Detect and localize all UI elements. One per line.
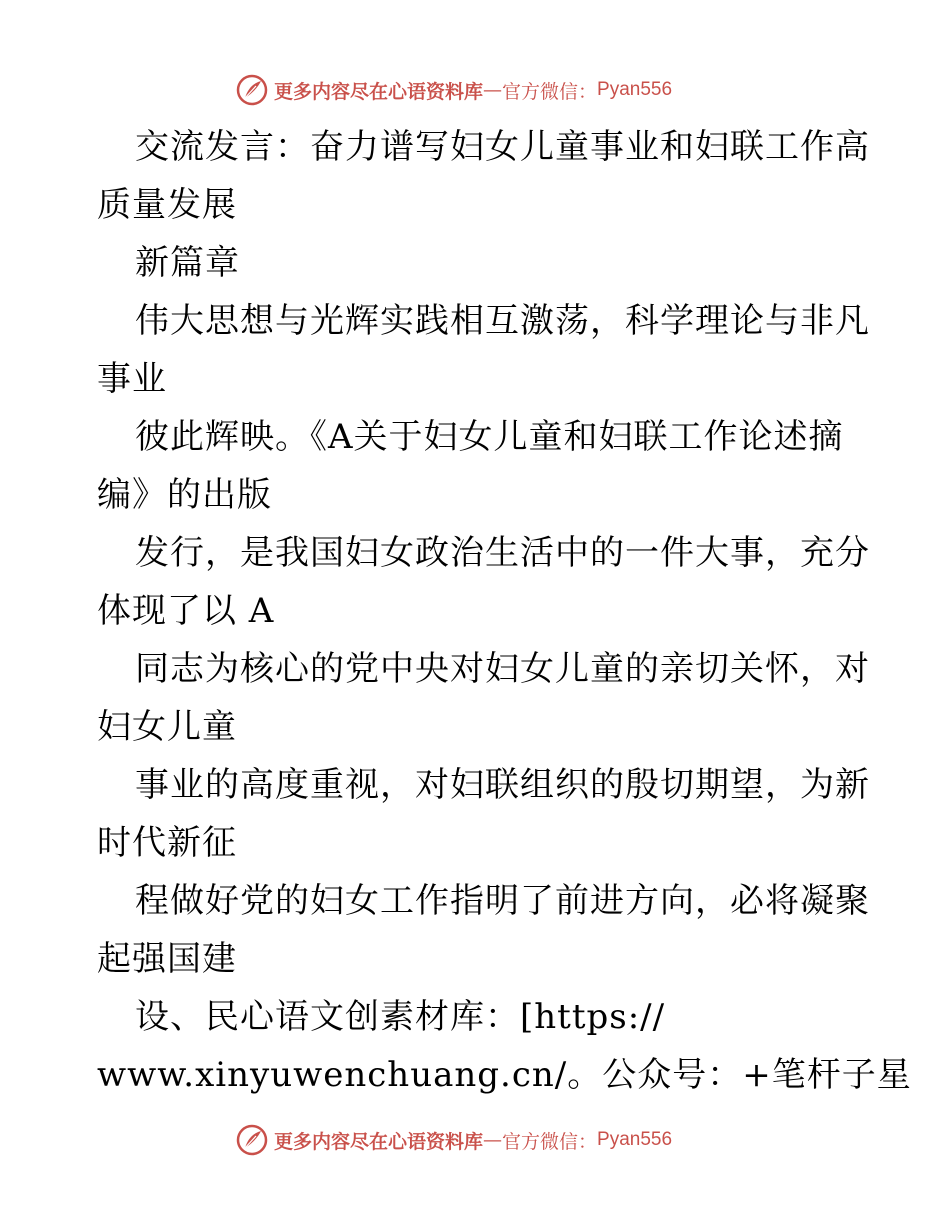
feather-pen-icon — [236, 74, 268, 106]
text-line: 同志为核心的党中央对妇女儿童的亲切关怀，对 — [135, 649, 870, 689]
feather-pen-icon — [236, 1124, 268, 1156]
title-line-1: 交流发言：奋力谱写妇女儿童事业和妇联工作高 — [135, 127, 870, 167]
text-line: 时代新征 — [97, 823, 237, 863]
title-line-2: 质量发展 — [97, 185, 237, 225]
watermark-sub-text: 官方微信： — [502, 80, 598, 103]
watermark-wechat-id: Pyan556 — [597, 1129, 673, 1150]
text-line: www.xinyuwenchuang.cn/。公众号：+笔杆子星 — [97, 1055, 912, 1095]
watermark-wechat-id: Pyan556 — [597, 79, 673, 100]
watermark-dash: — — [483, 79, 503, 101]
text-line: 事业 — [97, 359, 167, 399]
text-line: 事业的高度重视，对妇联组织的殷切期望，为新 — [135, 765, 870, 805]
text-line: 体现了以 A — [97, 591, 275, 631]
text-line: 伟大思想与光辉实践相互激荡，科学理论与非凡 — [135, 301, 870, 341]
text-line: 新篇章 — [135, 243, 240, 283]
text-line: 发行，是我国妇女政治生活中的一件大事，充分 — [135, 533, 870, 573]
text-line: 彼此辉映。《A关于妇女儿童和妇联工作论述摘 — [135, 417, 844, 457]
text-line: 设、民心语文创素材库：[https:// — [135, 997, 666, 1037]
text-line: 程做好党的妇女工作指明了前进方向，必将凝聚 — [135, 881, 870, 921]
text-line: 妇女儿童 — [97, 707, 237, 747]
text-line: 编》的出版 — [97, 475, 272, 515]
watermark-dash: — — [483, 1129, 503, 1151]
watermark-sub-text: 官方微信： — [502, 1130, 598, 1153]
watermark-main-text: 更多内容尽在心语资料库 — [274, 1130, 484, 1153]
text-line: 起强国建 — [97, 939, 237, 979]
watermark-header — [236, 72, 716, 108]
watermark-footer — [236, 1122, 716, 1158]
document-body — [97, 118, 912, 1104]
watermark-main-text: 更多内容尽在心语资料库 — [274, 80, 484, 103]
